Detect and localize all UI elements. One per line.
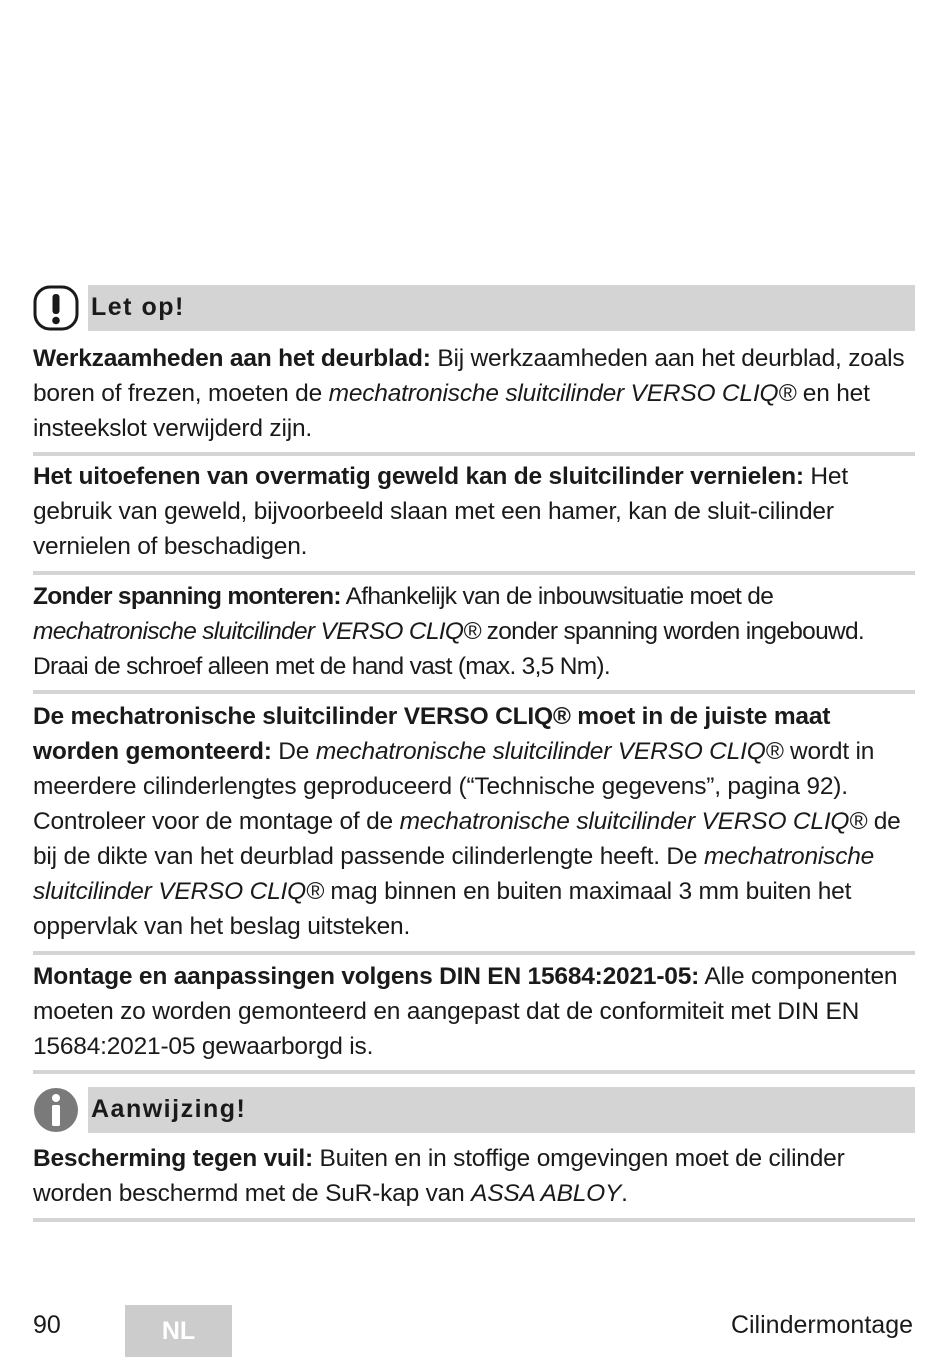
page-number: 90 xyxy=(33,1311,61,1339)
note-item-lead: Bescherming tegen vuil: xyxy=(33,1145,313,1172)
language-badge: NL xyxy=(125,1305,232,1357)
separator xyxy=(33,1070,915,1074)
note-item-dirt-protection: Bescherming tegen vuil: Buiten en in stoffige omgevingen moet de cilinder worden beschermd met de SuR-kap van ASSA ABLOY. xyxy=(33,1145,845,1207)
note-header xyxy=(33,1087,915,1133)
warning-header xyxy=(33,285,915,331)
warning-item-correct-size: De mechatronische sluitcilinder VERSO CLIQ® moet in de juiste maat worden gemonteerd: De mechatronische sluitcilinder VERSO CLIQ® wordt in meerdere cilinderlengtes geproduceerd (“Technische gegevens”, pagina 92). Controleer voor de montage of de mechatronische sluitcilinder VERSO CLIQ® de bij de dikte van het deurblad passende cilinderlengte heeft. De mechatronische sluitcilinder VERSO CLIQ® mag binnen en buiten maximaal 3 mm buiten het oppervlak van het beslag uitsteken. xyxy=(33,703,901,940)
info-icon xyxy=(33,1087,79,1133)
warning-item-no-tension: Zonder spanning monteren: Afhankelijk van de inbouwsituatie moet de mechatronische sluitcilinder VERSO CLIQ® zonder spanning worden ingebouwd. Draai de schroef alleen met de hand vast (max. 3,5 Nm). xyxy=(33,583,865,680)
warning-item-lead: Montage en aanpassingen volgens DIN EN 15684:2021-05: xyxy=(33,963,700,990)
warning-item-door-leaf: Werkzaamheden aan het deurblad: Bij werkzaamheden aan het deurblad, zoals boren of frezen, moeten de mechatronische sluitcilinder VERSO CLIQ® en het insteekslot verwijderd zijn. xyxy=(33,345,905,442)
separator xyxy=(33,690,915,694)
separator xyxy=(33,1218,915,1222)
warning-title: Let op! xyxy=(91,293,185,321)
warning-item-lead: Het uitoefenen van overmatig geweld kan de sluitcilinder vernielen: xyxy=(33,463,804,490)
warning-item-lead: Werkzaamheden aan het deurblad: xyxy=(33,345,431,372)
warning-item-lead: De mechatronische sluitcilinder VERSO CLIQ® moet in de juiste maat worden gemonteerd: xyxy=(33,703,831,765)
note-title: Aanwijzing! xyxy=(91,1095,247,1123)
separator xyxy=(33,452,915,456)
warning-item-din-en: Montage en aanpassingen volgens DIN EN 15684:2021-05: Alle componenten moeten zo worden gemonteerd en aangepast dat de conformiteit met DIN EN 15684:2021-05 gewaarborgd is. xyxy=(33,963,898,1060)
separator xyxy=(33,571,915,575)
separator xyxy=(33,951,915,955)
warning-item-excessive-force: Het uitoefenen van overmatig geweld kan de sluitcilinder vernielen: Het gebruik van geweld, bijvoorbeeld slaan met een hamer, kan de sluit-cilinder vernielen of beschadigen. xyxy=(33,463,848,560)
warning-header-bar xyxy=(88,285,915,331)
exclamation-icon xyxy=(33,285,79,331)
section-title: Cilindermontage xyxy=(730,1311,913,1339)
warning-item-lead: Zonder spanning monteren: xyxy=(33,583,341,610)
